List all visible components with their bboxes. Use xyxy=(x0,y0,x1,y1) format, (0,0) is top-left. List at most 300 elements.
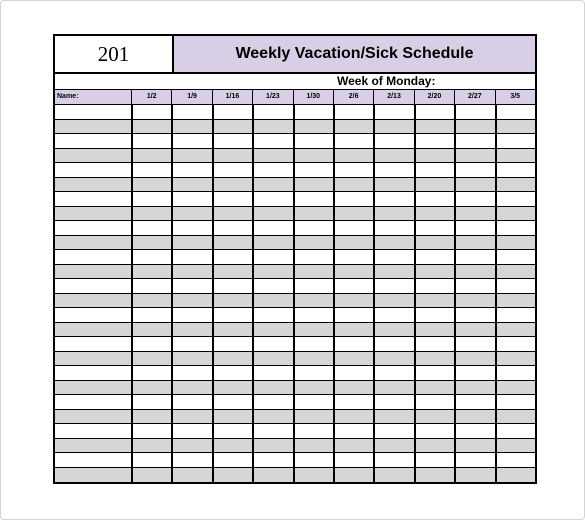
week-cell[interactable] xyxy=(373,337,413,351)
week-cell[interactable] xyxy=(495,207,535,221)
name-cell[interactable] xyxy=(55,105,131,119)
week-cell[interactable] xyxy=(293,221,333,235)
week-cell[interactable] xyxy=(333,178,373,192)
week-cell[interactable] xyxy=(414,192,454,206)
week-cell[interactable] xyxy=(252,250,292,264)
week-cell[interactable] xyxy=(414,120,454,134)
week-cell[interactable] xyxy=(495,163,535,177)
table-row xyxy=(55,381,535,396)
week-cell[interactable] xyxy=(454,105,494,119)
week-cell[interactable] xyxy=(131,410,171,424)
week-cell[interactable] xyxy=(414,323,454,337)
name-cell[interactable] xyxy=(55,395,131,409)
week-cell[interactable] xyxy=(414,207,454,221)
name-column-header: Name: xyxy=(57,93,79,100)
week-cell[interactable] xyxy=(333,337,373,351)
week-cell[interactable] xyxy=(293,424,333,438)
week-cell[interactable] xyxy=(131,366,171,380)
week-cell[interactable] xyxy=(212,381,252,395)
week-cell[interactable] xyxy=(171,308,211,322)
week-cell[interactable] xyxy=(414,178,454,192)
table-row xyxy=(55,468,535,483)
week-cell[interactable] xyxy=(293,308,333,322)
week-cell[interactable] xyxy=(495,468,535,483)
week-cell[interactable] xyxy=(333,105,373,119)
week-cell[interactable] xyxy=(293,236,333,250)
name-cell[interactable] xyxy=(55,381,131,395)
week-cell[interactable] xyxy=(414,337,454,351)
week-cell[interactable] xyxy=(293,381,333,395)
week-cell[interactable] xyxy=(333,352,373,366)
week-cell[interactable] xyxy=(171,120,211,134)
week-cell[interactable] xyxy=(131,308,171,322)
week-cell[interactable] xyxy=(131,395,171,409)
week-cell[interactable] xyxy=(131,424,171,438)
week-cell[interactable] xyxy=(373,178,413,192)
week-cell[interactable] xyxy=(171,323,211,337)
week-cell[interactable] xyxy=(131,265,171,279)
week-cell[interactable] xyxy=(454,424,494,438)
week-cell[interactable] xyxy=(212,366,252,380)
name-cell[interactable] xyxy=(55,207,131,221)
name-cell[interactable] xyxy=(55,163,131,177)
week-cell[interactable] xyxy=(454,265,494,279)
week-cell[interactable] xyxy=(252,105,292,119)
week-cell[interactable] xyxy=(252,366,292,380)
week-cell[interactable] xyxy=(293,149,333,163)
week-cell[interactable] xyxy=(131,453,171,467)
week-cell[interactable] xyxy=(414,424,454,438)
week-cell[interactable] xyxy=(131,134,171,148)
week-cell[interactable] xyxy=(495,381,535,395)
week-cell[interactable] xyxy=(252,308,292,322)
week-cell[interactable] xyxy=(454,134,494,148)
week-cell[interactable] xyxy=(131,250,171,264)
table-row xyxy=(55,265,535,280)
table-row xyxy=(55,366,535,381)
week-cell[interactable] xyxy=(414,381,454,395)
week-cell[interactable] xyxy=(293,192,333,206)
week-cell[interactable] xyxy=(333,279,373,293)
week-cell[interactable] xyxy=(333,366,373,380)
week-cell[interactable] xyxy=(293,395,333,409)
week-cell[interactable] xyxy=(373,250,413,264)
name-cell[interactable] xyxy=(55,192,131,206)
week-cell[interactable] xyxy=(293,163,333,177)
week-cell[interactable] xyxy=(252,265,292,279)
week-cell[interactable] xyxy=(293,105,333,119)
week-cell[interactable] xyxy=(373,395,413,409)
week-cell[interactable] xyxy=(373,366,413,380)
week-cell[interactable] xyxy=(373,279,413,293)
week-cell[interactable] xyxy=(171,163,211,177)
name-cell[interactable] xyxy=(55,453,131,467)
week-cell[interactable] xyxy=(414,439,454,453)
week-cell[interactable] xyxy=(131,337,171,351)
week-cell[interactable] xyxy=(252,236,292,250)
week-cell[interactable] xyxy=(495,366,535,380)
week-cell[interactable] xyxy=(414,149,454,163)
week-cell[interactable] xyxy=(212,468,252,483)
name-cell[interactable] xyxy=(55,308,131,322)
week-cell[interactable] xyxy=(454,221,494,235)
name-cell[interactable] xyxy=(55,279,131,293)
week-cell[interactable] xyxy=(171,265,211,279)
week-cell[interactable] xyxy=(252,207,292,221)
week-cell[interactable] xyxy=(131,163,171,177)
week-cell[interactable] xyxy=(293,337,333,351)
week-cell[interactable] xyxy=(414,294,454,308)
week-cell[interactable] xyxy=(373,120,413,134)
week-cell[interactable] xyxy=(131,279,171,293)
week-cell[interactable] xyxy=(131,221,171,235)
week-cell[interactable] xyxy=(333,221,373,235)
week-cell[interactable] xyxy=(293,439,333,453)
week-cell[interactable] xyxy=(171,134,211,148)
week-cell[interactable] xyxy=(131,105,171,119)
week-cell[interactable] xyxy=(131,236,171,250)
week-cell[interactable] xyxy=(495,192,535,206)
week-cell[interactable] xyxy=(212,221,252,235)
week-cell[interactable] xyxy=(131,120,171,134)
year-field[interactable]: 201 xyxy=(55,36,174,72)
week-cell[interactable] xyxy=(131,207,171,221)
name-cell[interactable] xyxy=(55,410,131,424)
week-cell[interactable] xyxy=(333,207,373,221)
week-cell[interactable] xyxy=(171,337,211,351)
schedule-sheet xyxy=(53,34,537,484)
week-cell[interactable] xyxy=(171,236,211,250)
week-cell[interactable] xyxy=(333,265,373,279)
week-cell[interactable] xyxy=(414,468,454,483)
week-cell[interactable] xyxy=(414,105,454,119)
table-row xyxy=(55,352,535,367)
week-cell[interactable] xyxy=(212,294,252,308)
week-cell[interactable] xyxy=(373,424,413,438)
week-cell[interactable] xyxy=(252,221,292,235)
week-cell[interactable] xyxy=(454,468,494,483)
week-cell[interactable] xyxy=(171,439,211,453)
week-cell[interactable] xyxy=(454,352,494,366)
week-cell[interactable] xyxy=(373,192,413,206)
week-cell[interactable] xyxy=(333,424,373,438)
week-cell[interactable] xyxy=(454,395,494,409)
week-cell[interactable] xyxy=(495,424,535,438)
week-cell[interactable] xyxy=(333,308,373,322)
name-cell[interactable] xyxy=(55,120,131,134)
name-cell[interactable] xyxy=(55,236,131,250)
week-cell[interactable] xyxy=(414,221,454,235)
week-cell[interactable] xyxy=(171,192,211,206)
week-cell[interactable] xyxy=(373,468,413,483)
week-cell[interactable] xyxy=(252,279,292,293)
week-cell[interactable] xyxy=(171,221,211,235)
week-cell[interactable] xyxy=(454,120,494,134)
week-cell[interactable] xyxy=(252,323,292,337)
week-cell[interactable] xyxy=(373,163,413,177)
week-cell[interactable] xyxy=(293,265,333,279)
week-cell[interactable] xyxy=(373,453,413,467)
week-cell[interactable] xyxy=(252,337,292,351)
week-cell[interactable] xyxy=(495,250,535,264)
week-cell[interactable] xyxy=(454,308,494,322)
name-cell[interactable] xyxy=(55,265,131,279)
week-cell[interactable] xyxy=(131,192,171,206)
week-cell[interactable] xyxy=(252,468,292,483)
week-cell[interactable] xyxy=(131,323,171,337)
week-cell[interactable] xyxy=(495,308,535,322)
week-cell[interactable] xyxy=(373,439,413,453)
week-cell[interactable] xyxy=(171,410,211,424)
week-cell[interactable] xyxy=(454,381,494,395)
table-row xyxy=(55,323,535,338)
week-cell[interactable] xyxy=(495,178,535,192)
week-cell[interactable] xyxy=(171,468,211,483)
week-column-header: 2/20 xyxy=(414,90,454,104)
week-cell[interactable] xyxy=(414,395,454,409)
week-cell[interactable] xyxy=(373,221,413,235)
week-cell[interactable] xyxy=(495,105,535,119)
name-cell[interactable] xyxy=(55,134,131,148)
week-cell[interactable] xyxy=(212,120,252,134)
week-cell[interactable] xyxy=(333,192,373,206)
week-cell[interactable] xyxy=(333,134,373,148)
week-cell[interactable] xyxy=(333,395,373,409)
week-cell[interactable] xyxy=(373,410,413,424)
week-cell[interactable] xyxy=(454,294,494,308)
week-cell[interactable] xyxy=(414,163,454,177)
week-cell[interactable] xyxy=(293,207,333,221)
week-cell[interactable] xyxy=(414,250,454,264)
week-cell[interactable] xyxy=(131,178,171,192)
week-cell[interactable] xyxy=(131,352,171,366)
week-cell[interactable] xyxy=(333,120,373,134)
week-cell[interactable] xyxy=(454,163,494,177)
week-cell[interactable] xyxy=(212,265,252,279)
name-cell[interactable] xyxy=(55,221,131,235)
week-cell[interactable] xyxy=(212,308,252,322)
week-cell[interactable] xyxy=(252,120,292,134)
name-cell[interactable] xyxy=(55,424,131,438)
week-cell[interactable] xyxy=(454,178,494,192)
week-cell[interactable] xyxy=(333,381,373,395)
week-cell[interactable] xyxy=(212,352,252,366)
week-cell[interactable] xyxy=(293,352,333,366)
week-cell[interactable] xyxy=(495,352,535,366)
week-cell[interactable] xyxy=(333,453,373,467)
week-cell[interactable] xyxy=(131,439,171,453)
week-cell[interactable] xyxy=(171,279,211,293)
week-cell[interactable] xyxy=(454,453,494,467)
week-cell[interactable] xyxy=(454,410,494,424)
week-cell[interactable] xyxy=(454,207,494,221)
table-row xyxy=(55,294,535,309)
week-cell[interactable] xyxy=(293,410,333,424)
name-cell[interactable] xyxy=(55,366,131,380)
week-cell[interactable] xyxy=(454,279,494,293)
week-cell[interactable] xyxy=(333,468,373,483)
week-cell[interactable] xyxy=(212,279,252,293)
week-cell[interactable] xyxy=(495,395,535,409)
week-cell[interactable] xyxy=(131,381,171,395)
name-cell[interactable] xyxy=(55,294,131,308)
week-cell[interactable] xyxy=(212,410,252,424)
week-cell[interactable] xyxy=(212,207,252,221)
week-cell[interactable] xyxy=(293,323,333,337)
week-column-header: 1/30 xyxy=(293,90,333,104)
week-cell[interactable] xyxy=(293,120,333,134)
week-cell[interactable] xyxy=(373,323,413,337)
name-cell[interactable] xyxy=(55,323,131,337)
week-cell[interactable] xyxy=(373,294,413,308)
week-cell[interactable] xyxy=(252,424,292,438)
week-cell[interactable] xyxy=(373,207,413,221)
week-cell[interactable] xyxy=(212,163,252,177)
week-cell[interactable] xyxy=(495,294,535,308)
week-cell[interactable] xyxy=(373,149,413,163)
week-cell[interactable] xyxy=(414,265,454,279)
week-cell[interactable] xyxy=(495,134,535,148)
name-cell[interactable] xyxy=(55,149,131,163)
week-cell[interactable] xyxy=(414,308,454,322)
week-cell[interactable] xyxy=(171,207,211,221)
week-cell[interactable] xyxy=(333,250,373,264)
name-cell[interactable] xyxy=(55,250,131,264)
week-cell[interactable] xyxy=(333,323,373,337)
week-cell[interactable] xyxy=(252,453,292,467)
week-cell[interactable] xyxy=(212,439,252,453)
week-cell[interactable] xyxy=(495,337,535,351)
week-cell[interactable] xyxy=(495,221,535,235)
week-cell[interactable] xyxy=(495,439,535,453)
name-cell[interactable] xyxy=(55,468,131,483)
week-cell[interactable] xyxy=(373,265,413,279)
week-cell[interactable] xyxy=(495,120,535,134)
week-column-header: 1/23 xyxy=(252,90,292,104)
week-cell[interactable] xyxy=(333,163,373,177)
week-cell[interactable] xyxy=(454,323,494,337)
week-cell[interactable] xyxy=(171,395,211,409)
week-cell[interactable] xyxy=(212,105,252,119)
week-cell[interactable] xyxy=(212,395,252,409)
week-cell[interactable] xyxy=(252,178,292,192)
week-cell[interactable] xyxy=(252,395,292,409)
week-cell[interactable] xyxy=(373,105,413,119)
week-cell[interactable] xyxy=(454,250,494,264)
sheet-title: Weekly Vacation/Sick Schedule xyxy=(174,36,535,72)
week-cell[interactable] xyxy=(171,178,211,192)
week-cell[interactable] xyxy=(373,236,413,250)
week-cell[interactable] xyxy=(495,410,535,424)
week-cell[interactable] xyxy=(212,337,252,351)
week-cell[interactable] xyxy=(454,337,494,351)
week-cell[interactable] xyxy=(454,236,494,250)
week-cell[interactable] xyxy=(373,134,413,148)
week-cell[interactable] xyxy=(171,381,211,395)
week-cell[interactable] xyxy=(131,468,171,483)
week-cell[interactable] xyxy=(454,366,494,380)
week-cell[interactable] xyxy=(293,366,333,380)
week-cell[interactable] xyxy=(414,134,454,148)
week-cell[interactable] xyxy=(293,279,333,293)
week-cell[interactable] xyxy=(293,468,333,483)
week-cell[interactable] xyxy=(212,453,252,467)
week-cell[interactable] xyxy=(212,192,252,206)
week-cell[interactable] xyxy=(293,178,333,192)
week-cell[interactable] xyxy=(495,265,535,279)
week-cell[interactable] xyxy=(414,366,454,380)
week-cell[interactable] xyxy=(454,439,494,453)
week-cell[interactable] xyxy=(252,294,292,308)
week-cell[interactable] xyxy=(171,149,211,163)
week-cell[interactable] xyxy=(252,381,292,395)
week-cell[interactable] xyxy=(373,381,413,395)
week-cell[interactable] xyxy=(131,294,171,308)
week-cell[interactable] xyxy=(333,236,373,250)
week-cell[interactable] xyxy=(414,352,454,366)
name-cell[interactable] xyxy=(55,178,131,192)
week-cell[interactable] xyxy=(252,439,292,453)
week-cell[interactable] xyxy=(293,250,333,264)
week-cell[interactable] xyxy=(131,149,171,163)
week-cell[interactable] xyxy=(414,453,454,467)
week-cell[interactable] xyxy=(414,236,454,250)
week-cell[interactable] xyxy=(212,149,252,163)
week-cell[interactable] xyxy=(171,250,211,264)
name-cell[interactable] xyxy=(55,337,131,351)
week-cell[interactable] xyxy=(252,149,292,163)
week-cell[interactable] xyxy=(171,294,211,308)
week-cell[interactable] xyxy=(212,134,252,148)
week-cell[interactable] xyxy=(333,410,373,424)
week-cell[interactable] xyxy=(495,323,535,337)
name-cell[interactable] xyxy=(55,439,131,453)
week-cell[interactable] xyxy=(333,294,373,308)
week-cell[interactable] xyxy=(252,163,292,177)
week-cell[interactable] xyxy=(454,149,494,163)
week-cell[interactable] xyxy=(212,424,252,438)
week-cell[interactable] xyxy=(495,453,535,467)
week-cell[interactable] xyxy=(414,279,454,293)
week-cell[interactable] xyxy=(212,250,252,264)
week-cell[interactable] xyxy=(252,410,292,424)
week-cell[interactable] xyxy=(171,366,211,380)
week-cell[interactable] xyxy=(171,352,211,366)
week-cell[interactable] xyxy=(212,236,252,250)
week-cell[interactable] xyxy=(212,323,252,337)
week-cell[interactable] xyxy=(252,352,292,366)
week-cell[interactable] xyxy=(171,424,211,438)
week-cell[interactable] xyxy=(293,134,333,148)
week-cell[interactable] xyxy=(333,439,373,453)
week-cell[interactable] xyxy=(373,308,413,322)
week-cell[interactable] xyxy=(373,352,413,366)
week-cell[interactable] xyxy=(333,149,373,163)
week-cell[interactable] xyxy=(495,149,535,163)
week-cell[interactable] xyxy=(495,236,535,250)
week-cell[interactable] xyxy=(293,453,333,467)
week-cell[interactable] xyxy=(495,279,535,293)
week-cell[interactable] xyxy=(171,105,211,119)
name-cell[interactable] xyxy=(55,352,131,366)
week-cell[interactable] xyxy=(171,453,211,467)
week-cell[interactable] xyxy=(414,410,454,424)
week-cell[interactable] xyxy=(212,178,252,192)
week-cell[interactable] xyxy=(293,294,333,308)
week-cell[interactable] xyxy=(252,192,292,206)
week-cell[interactable] xyxy=(454,192,494,206)
week-cell[interactable] xyxy=(252,134,292,148)
